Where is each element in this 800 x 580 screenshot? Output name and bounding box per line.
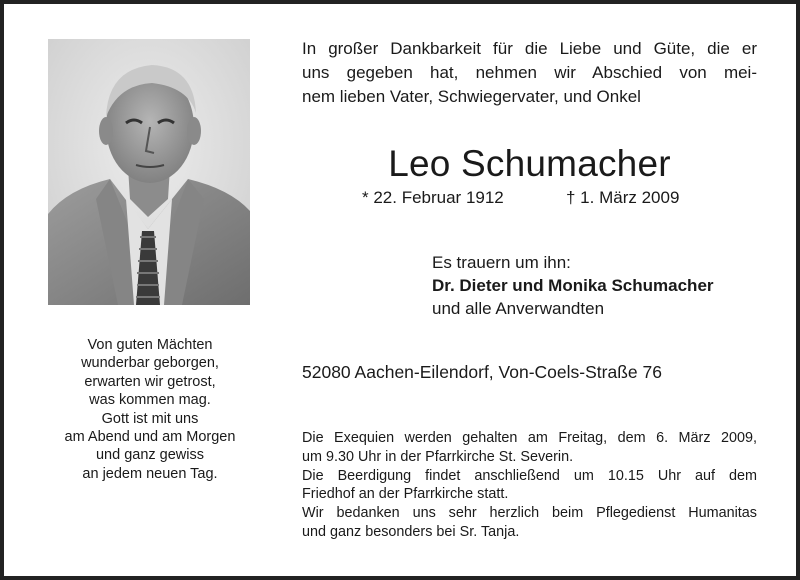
intro-text (302, 37, 757, 109)
details-line: um 9.30 Uhr in der Pfarrkirche St. Severin. (302, 448, 574, 465)
intro-line: nem lieben Vater, Schwiegervater, und Onkel (302, 87, 641, 106)
birth-date: * 22. Februar 1912 (362, 188, 504, 207)
service-details (302, 429, 757, 542)
mourners-others: und alle Anverwandten (432, 299, 605, 318)
mourners-heading: Es trauern um ihn: (432, 253, 571, 272)
poem-line: wunderbar geborgen, (81, 355, 219, 372)
death-date: † 1. März 2009 (566, 188, 680, 207)
poem-line: und ganz gewiss (95, 447, 204, 464)
poem (34, 336, 266, 483)
portrait-photo (48, 39, 250, 305)
deceased-name: Leo Schumacher (388, 143, 671, 184)
poem-line: an jedem neuen Tag. (82, 465, 218, 482)
details-line: Wir bedanken uns sehr herzlich beim Pflegedienst Humanitas (302, 505, 757, 522)
details-line: und ganz besonders bei Sr. Tanja. (302, 523, 520, 540)
family-address: 52080 Aachen-Eilendorf, Von-Coels-Straße 76 (302, 362, 662, 382)
intro-line: uns gegeben hat, nehmen wir Abschied von mei- (302, 63, 757, 82)
poem-line: Gott ist mit uns (101, 410, 199, 427)
details-line: Friedhof an der Pfarrkirche statt. (302, 486, 509, 503)
poem-line: am Abend und am Morgen (64, 429, 236, 446)
mourners (432, 251, 714, 320)
details-line: Die Exequien werden gehalten am Freitag, dem 6. März 2009, (302, 430, 757, 446)
poem-line: erwarten wir getrost, (84, 373, 216, 390)
mourners-names: Dr. Dieter und Monika Schumacher (432, 276, 714, 295)
poem-line: Von guten Mächten (87, 337, 213, 353)
poem-line: was kommen mag. (89, 392, 211, 409)
intro-line: In großer Dankbarkeit für die Liebe und Güte, die er (302, 39, 757, 58)
details-line: Die Beerdigung findet anschließend um 10.15 Uhr auf dem (302, 467, 757, 484)
